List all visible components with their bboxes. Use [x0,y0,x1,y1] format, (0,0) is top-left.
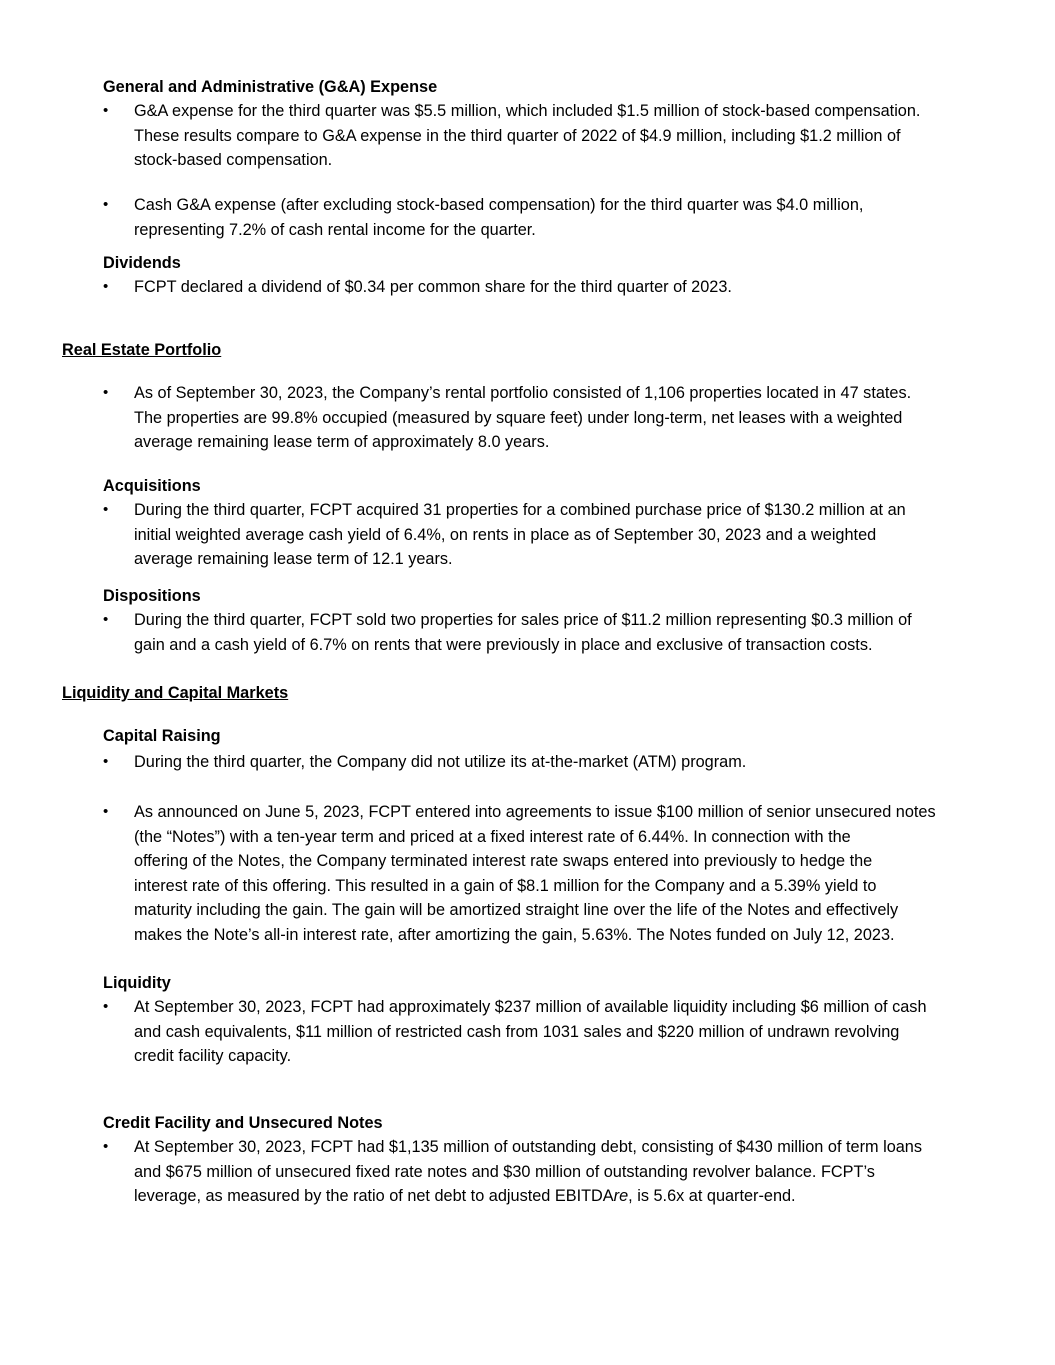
bullet-icon: • [103,1138,109,1155]
credit-bullet-1-text-b: , is 5.6x at quarter-end. [628,1187,796,1205]
capital-raising-bullet-2-text: As announced on June 5, 2023, FCPT entered into agreements to issue $100 million of senior unsecured notes (the “Notes”) with a ten-year term and priced at a fixed interest rate of 6.44%. In connection with the offering of the Notes, the Company terminated interest rate swaps entered into previously to hedge the interest rate of this offering. This resulted in a gain of $8.1 million for the Company and a 5.39% yield to maturity including the gain. The gain will be amortized straight line over the life of the Notes and effectively makes the Note’s all-in interest rate, after amortizing the gain, 5.63%. The Notes funded on July 12, 2023. [134,803,936,944]
dispositions-bullet-1-text: During the third quarter, FCPT sold two properties for sales price of $11.2 million representing $0.3 million of gain and a cash yield of 6.7% on rents that were previously in place and exclusive of transaction costs. [134,611,912,654]
ga-heading: General and Administrative (G&A) Expense [103,78,438,96]
real-estate-bullet-1 [103,381,988,455]
dispositions-bullet-1 [103,608,988,657]
bullet-icon: • [103,998,109,1015]
bullet-icon: • [103,753,109,770]
liquidity-bullet-1-text: At September 30, 2023, FCPT had approximately $237 million of available liquidity including $6 million of cash and cash equivalents, $11 million of restricted cash from 1031 sales and $220 million of undrawn revolving credit facility capacity. [134,998,927,1065]
bullet-icon: • [103,102,109,119]
dividends-bullet-1-text: FCPT declared a dividend of $0.34 per common share for the third quarter of 2023. [134,278,732,296]
capital-raising-bullet-2 [103,800,988,947]
dividends-heading: Dividends [103,254,181,272]
capital-raising-bullet-1-text: During the third quarter, the Company did not utilize its at-the-market (ATM) program. [134,753,747,771]
real-estate-heading: Real Estate Portfolio [62,341,222,359]
bullet-icon: • [103,611,109,628]
ga-bullet-1 [103,99,988,173]
credit-bullet-1-text [134,1135,988,1209]
liquidity-heading: Liquidity [103,974,171,992]
credit-heading: Credit Facility and Unsecured Notes [103,1114,383,1132]
ga-bullet-2 [103,193,988,242]
credit-bullet-1-italic: re [613,1187,629,1205]
bullet-icon: • [103,384,109,401]
ga-bullet-2-text: Cash G&A expense (after excluding stock-based compensation) for the third quarter was $4.0 million, representing 7.2% of cash rental income for the quarter. [134,196,864,239]
acquisitions-bullet-1 [103,498,988,572]
bullet-icon: • [103,501,109,518]
bullet-icon: • [103,196,109,213]
bullet-icon: • [103,278,109,295]
dispositions-heading: Dispositions [103,587,201,605]
acquisitions-bullet-1-text: During the third quarter, FCPT acquired 31 properties for a combined purchase price of $130.2 million at an initial weighted average cash yield of 6.4%, on rents in place as of September 30, 2023 and a weighted average remaining lease term of 12.1 years. [134,501,906,568]
ga-bullet-1-text: G&A expense for the third quarter was $5.5 million, which included $1.5 million of stock-based compensation. These results compare to G&A expense in the third quarter of 2022 of $4.9 million, including $1.2 million of stock-based compensation. [134,102,921,169]
real-estate-bullet-1-text: As of September 30, 2023, the Company’s rental portfolio consisted of 1,106 properties located in 47 states. The properties are 99.8% occupied (measured by square feet) under long-term, net leases with a weighted average remaining lease term of approximately 8.0 years. [134,384,912,451]
credit-bullet-1 [103,1135,988,1209]
capital-raising-bullet-1 [103,750,988,775]
credit-bullet-1-text-a: At September 30, 2023, FCPT had $1,135 million of outstanding debt, consisting of $430 million of term loans and $675 million of unsecured fixed rate notes and $30 million of outstanding revolver balance. FCPT’s leverage, as measured by the ratio of net debt to adjusted EBITDA [134,1138,922,1205]
capital-raising-heading: Capital Raising [103,727,221,745]
dividends-bullet-1 [103,275,988,300]
acquisitions-heading: Acquisitions [103,477,201,495]
liquidity-bullet-1 [103,995,988,1069]
liquidity-capital-heading: Liquidity and Capital Markets [62,684,289,702]
bullet-icon: • [103,803,109,820]
